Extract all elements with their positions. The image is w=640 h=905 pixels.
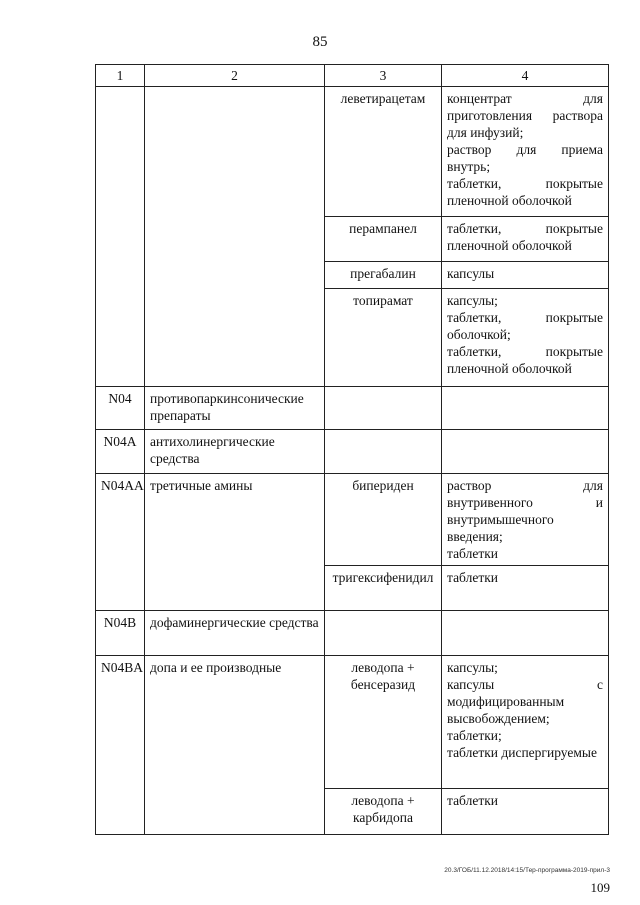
drug-name: леводопа + бенсеразид bbox=[325, 656, 442, 789]
column-header: 2 bbox=[145, 65, 325, 87]
table-header-row bbox=[96, 65, 609, 87]
column-header: 4 bbox=[442, 65, 609, 87]
dosage-form: таблетки; bbox=[447, 728, 502, 743]
dosage-forms bbox=[442, 289, 609, 387]
code-cell bbox=[96, 87, 145, 387]
drug-name: тригексифенидил bbox=[325, 566, 442, 611]
dosage-form: капсулы bbox=[447, 266, 495, 281]
dosage-forms bbox=[442, 87, 609, 217]
group-name: допа и ее производные bbox=[145, 656, 325, 835]
footer-page-number: 109 bbox=[590, 880, 610, 895]
table-row bbox=[96, 430, 609, 474]
dosage-form: таблетки, покрытые пленочной оболочкой bbox=[447, 176, 603, 208]
atc-code: N04AA bbox=[96, 474, 145, 611]
group-name: третичные амины bbox=[145, 474, 325, 611]
group-name: дофаминергические средства bbox=[145, 611, 325, 656]
table-row bbox=[96, 387, 609, 430]
table-row bbox=[96, 474, 609, 566]
dosage-form: капсулы; bbox=[447, 293, 498, 308]
dosage-form: раствор для внутривенного и внутримышечного введения; bbox=[447, 478, 603, 544]
drug-name: леветирацетам bbox=[325, 87, 442, 217]
drug-name: бипериден bbox=[325, 474, 442, 566]
table-row bbox=[96, 87, 609, 217]
drug-name: леводопа + карбидопа bbox=[325, 789, 442, 835]
column-header: 3 bbox=[325, 65, 442, 87]
dosage-form: таблетки, покрытые пленочной оболочкой bbox=[447, 221, 603, 253]
dosage-forms bbox=[442, 430, 609, 474]
drug-name: перампанел bbox=[325, 217, 442, 262]
drug-name bbox=[325, 430, 442, 474]
dosage-forms bbox=[442, 656, 609, 789]
medicines-table bbox=[95, 64, 609, 835]
dosage-form: таблетки, покрытые пленочной оболочкой bbox=[447, 344, 603, 376]
drug-name: прегабалин bbox=[325, 262, 442, 289]
atc-code: N04B bbox=[96, 611, 145, 656]
table-row bbox=[96, 611, 609, 656]
dosage-forms bbox=[442, 217, 609, 262]
group-cell bbox=[145, 87, 325, 387]
page-number: 85 bbox=[312, 34, 328, 50]
dosage-form: таблетки bbox=[447, 793, 499, 808]
footer-document-code: 20.3/ГОБ/11.12.2018/14:15/Тер-программа-2019-прил-3 bbox=[444, 867, 610, 874]
dosage-form: капсулы; bbox=[447, 660, 498, 675]
dosage-form: таблетки bbox=[447, 546, 499, 561]
dosage-forms bbox=[442, 387, 609, 430]
dosage-form: капсулы с модифицированным высвобождением; bbox=[447, 677, 603, 726]
group-name: антихолинергические средства bbox=[145, 430, 325, 474]
dosage-form: таблетки bbox=[447, 570, 499, 585]
drug-name bbox=[325, 611, 442, 656]
dosage-forms bbox=[442, 789, 609, 835]
dosage-form: таблетки, покрытые оболочкой; bbox=[447, 310, 603, 342]
drug-name bbox=[325, 387, 442, 430]
dosage-forms bbox=[442, 566, 609, 611]
dosage-forms bbox=[442, 611, 609, 656]
dosage-form: раствор для приема внутрь; bbox=[447, 142, 603, 174]
atc-code: N04BA bbox=[96, 656, 145, 835]
column-header: 1 bbox=[96, 65, 145, 87]
dosage-form: таблетки диспергируемые bbox=[447, 745, 597, 760]
dosage-forms bbox=[442, 474, 609, 566]
drug-name: топирамат bbox=[325, 289, 442, 387]
atc-code: N04A bbox=[96, 430, 145, 474]
dosage-form: концентрат для приготовления раствора для инфузий; bbox=[447, 91, 603, 140]
dosage-forms bbox=[442, 262, 609, 289]
atc-code: N04 bbox=[96, 387, 145, 430]
group-name: противопаркинсонические препараты bbox=[145, 387, 325, 430]
table-row bbox=[96, 656, 609, 789]
